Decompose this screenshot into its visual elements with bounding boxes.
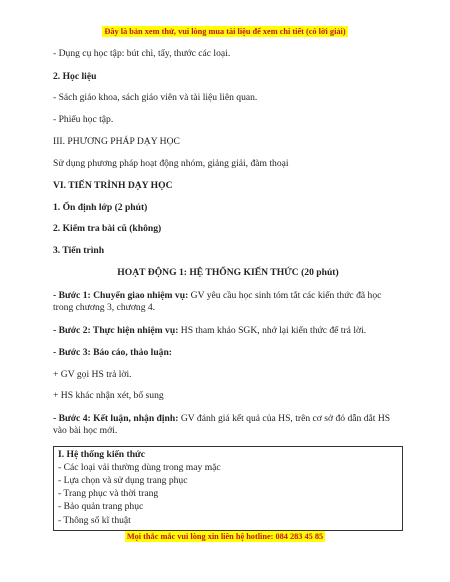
kiem-tra-heading: 2. Kiểm tra bài cũ (không) [53,223,162,234]
box-item: - Thông số kĩ thuật [58,514,131,526]
box-item: - Bảo quản trang phục [58,501,144,513]
document-body [53,48,403,531]
tien-trinh-heading: VI. TIẾN TRÌNH DẠY HỌC [53,180,173,191]
buoc4-paragraph [53,413,403,438]
sgk-line: - Sách giáo khoa, sách giáo viên và tài liệu liên quan. [53,92,258,103]
phieu-line: - Phiếu học tập. [53,113,114,125]
hoc-lieu-heading: 2. Học liệu [53,70,97,82]
box-item: - Lựa chọn và sử dụng trang phục [58,474,188,486]
buoc4-text: GV đánh giá kết quả của HS, trên cơ sở đó dẫn dắt HS vào bài học mới. [53,412,391,436]
hotline-text: Mọi thắc mắc vui lòng xin liên hệ hotline: 084 283 45 85 [126,532,324,541]
buoc2-label: - Bước 2: Thực hiện nhiệm vụ: [53,324,179,336]
buoc1-label: - Bước 1: Chuyển giao nhiệm vụ: [53,289,189,301]
buoc1-text: GV yêu cầu học sinh tóm tắt các kiến thức đã học trong chương 3, chương 4. [53,289,382,313]
hotline-banner [0,532,450,541]
buoc3-label: - Bước 3: Báo cáo, thảo luận: [53,347,172,358]
buoc1-paragraph [53,290,403,315]
ppdh-heading: III. PHƯƠNG PHÁP DẠY HỌC [53,136,180,147]
hoat-dong-title: HOẠT ĐỘNG 1: HỆ THỐNG KIẾN THỨC (20 phút) [117,267,339,278]
buoc2-paragraph [53,325,403,338]
ppdh-text: Sử dụng phương pháp hoạt động nhóm, giảng giải, đàm thoại [53,157,289,169]
buoc2-text: HS tham khảo SGK, nhớ lại kiến thức để trả lời. [178,324,367,336]
box-item: - Các loại vải thường dùng trong may mặc [58,461,221,473]
tien-trinh-sub-heading: 3. Tiến trình [53,244,105,256]
dung-cu-line: - Dụng cụ học tập: bút chì, tẩy, thước các loại. [53,48,231,59]
buoc4-label: - Bước 4: Kết luận, nhận định: [53,412,179,424]
knowledge-system-box [53,446,403,531]
plus1-line: + GV gọi HS trả lời. [53,368,132,380]
box-item: - Trang phục và thời trang [58,488,159,500]
plus2-line: + HS khác nhận xét, bổ sung [53,390,164,401]
on-dinh-heading: 1. Ổn định lớp (2 phút) [53,201,148,213]
preview-notice-text: Đây là bản xem thử, vui lòng mua tài liệu để xem chi tiết (có lời giải) [104,27,346,36]
preview-notice-banner [0,27,450,36]
box-heading: I. Hệ thống kiến thức [58,448,146,460]
